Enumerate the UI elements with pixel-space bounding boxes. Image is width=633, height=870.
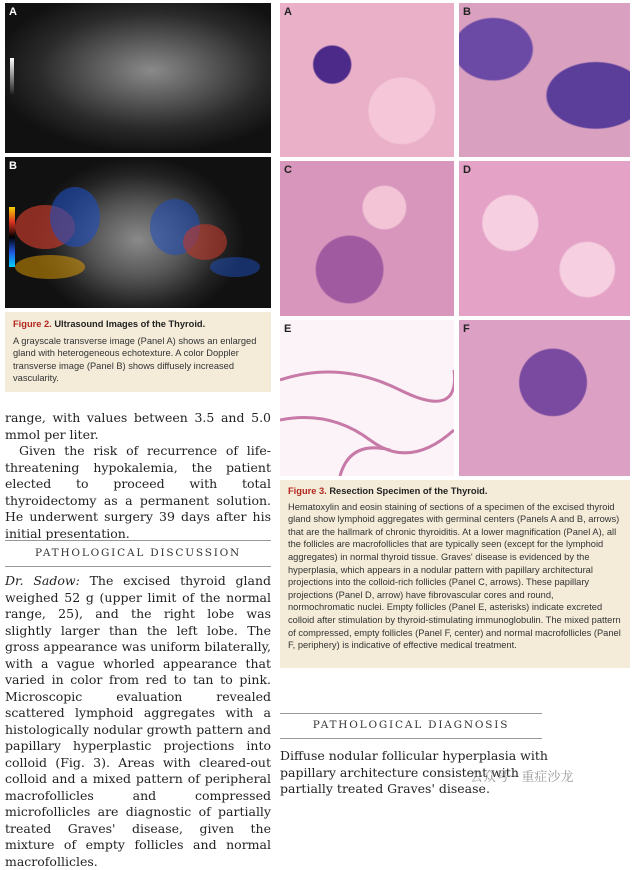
panel-label-a-histology: A — [284, 6, 292, 18]
panel-label-b: B — [9, 160, 17, 172]
discussion-speaker: Dr. Sadow: — [5, 573, 80, 588]
figure2-text: A grayscale transverse image (Panel A) shows an enlarged gland with heterogeneous echotexture. A color Doppler transverse image (Panel B) shows diffusely increased vascularity. — [13, 335, 257, 384]
histology-panel-f — [459, 320, 630, 476]
figure3-caption — [280, 480, 630, 668]
doppler-flow-overlay — [5, 157, 271, 308]
ultrasound-scale-bar — [10, 58, 14, 94]
panel-label-c-histology: C — [284, 164, 292, 176]
body-paragraph-2: Given the risk of recurrence of life-threatening hypokalemia, the patient elected to proceed with total thyroidectomy as a permanent solution. He underwent surgery 39 days after his initial presentation. — [5, 443, 271, 541]
diagnosis-rule-bottom — [280, 738, 542, 739]
histology-panel-b — [459, 3, 630, 157]
figure2-number: Figure 2. — [13, 319, 52, 329]
panel-label-b-histology: B — [463, 6, 471, 18]
discussion-body: The excised thyroid gland weighed 52 g (upper limit of the normal range, 25), and the right lobe was slightly larger than the left lobe. The gross appearance was uniform bilaterally, with a vague whorled appearance that varied in color from red to tan to pink. Microscopic evaluation revealed scattered lymphoid aggregates with a histologically nodular growth pattern and papillary hyperplastic projections into colloid (Fig. 3). Areas with cleared-out colloid and a mixed pattern of peripheral macrofollicles and compressed microfollicles are diagnostic of partially treated Graves' disease, given the mixture of empty follicles and normal macrofollicles. — [5, 573, 271, 869]
discussion-heading: PATHOLOGICAL DISCUSSION — [34, 547, 242, 559]
doppler-panel-b — [5, 157, 271, 308]
histology-panel-c — [280, 161, 454, 316]
empty-follicle-outlines — [280, 320, 454, 476]
figure2-caption — [5, 312, 271, 392]
discussion-text — [5, 573, 271, 870]
panel-label-e-histology: E — [284, 323, 292, 335]
panel-label-a: A — [9, 6, 17, 18]
histology-panel-a — [280, 3, 454, 157]
panel-label-f-histology: F — [463, 323, 470, 335]
diagnosis-text: Diffuse nodular follicular hyperplasia with papillary architecture consistent with partially treated Graves' disease. — [280, 748, 548, 796]
panel-label-d-histology: D — [463, 164, 471, 176]
body-paragraph-1: range, with values between 3.5 and 5.0 mmol per liter. — [5, 410, 271, 442]
histology-panel-d — [459, 161, 630, 316]
ultrasound-panel-a — [5, 3, 271, 153]
discussion-rule-bottom — [5, 566, 271, 567]
watermark: 公众号 · 重症沙龙 — [470, 770, 574, 785]
histology-panel-e — [280, 320, 454, 476]
doppler-color-scale — [9, 207, 15, 267]
figure3-title: Resection Specimen of the Thyroid. — [329, 486, 488, 496]
figure2-title: Ultrasound Images of the Thyroid. — [54, 319, 206, 329]
figure3-number: Figure 3. — [288, 486, 327, 496]
discussion-rule-top — [5, 540, 271, 541]
diagnosis-heading: PATHOLOGICAL DIAGNOSIS — [312, 719, 510, 731]
figure3-text: Hematoxylin and eosin staining of sections of a specimen of the excised thyroid gland show lymphoid aggregates with germinal centers (Panels A and B, arrows) that are the hallmark of chronic thyroiditis. At a lower magnification (Panel A), all the follicles are macrofollicles that are typically seen (except for the lymphoid aggregates) in normal thyroid tissue. Graves' disease is evidenced by the hyperplasia, which appears in a nodular pattern with papillary architectural projections into the colloid-rich follicles (Panel C, arrows). These papillary projections (Panel D, arrow) have fibrovascular cores and round, normochromatic nuclei. Empty follicles (Panel E, asterisks) indicate excreted colloid after stimulation by thyroid-stimulating immunoglobulin. The mixed pattern of compressed, empty follicles (Panel F, center) and normal macrofollicles (Panel F, periphery) is indicative of effective medical treatment. — [288, 501, 621, 651]
diagnosis-rule-top — [280, 713, 542, 714]
